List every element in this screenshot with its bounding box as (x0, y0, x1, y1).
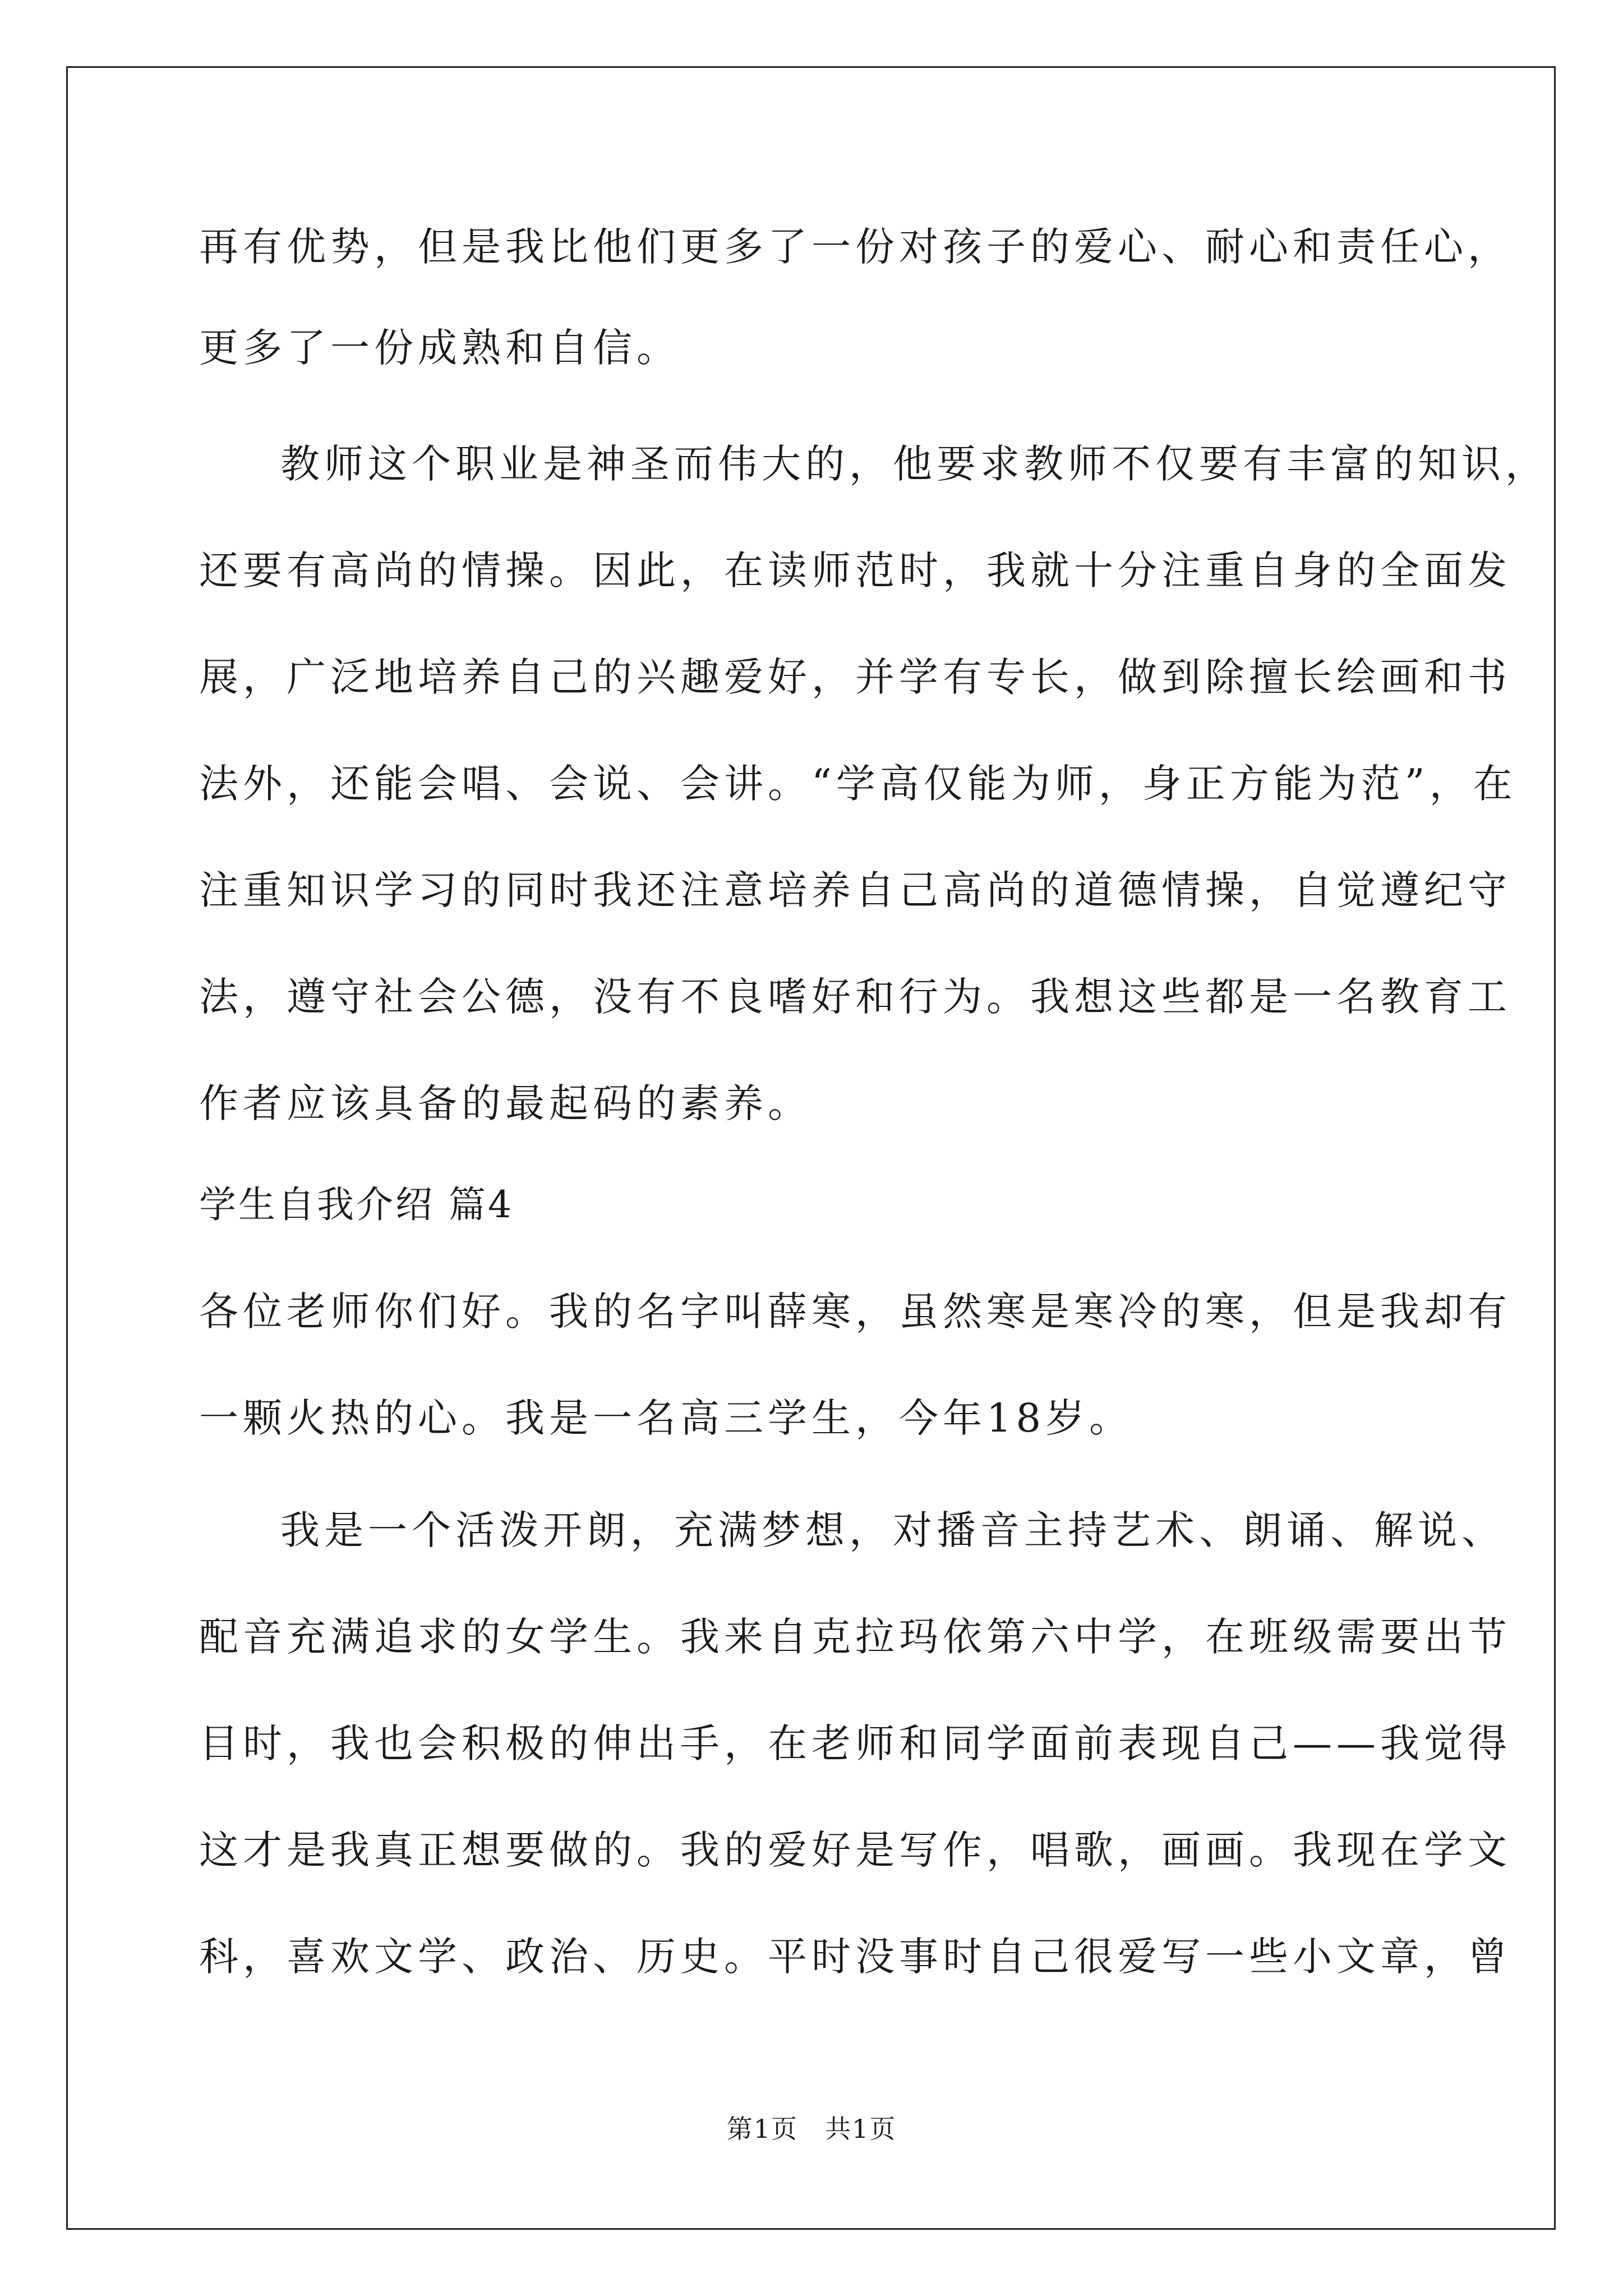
page-border (66, 66, 1556, 2230)
text-line: 更多了一份成熟和自信。 (199, 325, 680, 371)
text-line: 一颗火热的心。我是一名高三学生，今年18岁。 (199, 1395, 1133, 1441)
text-line: 再有优势，但是我比他们更多了一份对孩子的爱心、耐心和责任心， (199, 224, 1511, 270)
text-line: 教师这个职业是神圣而伟大的，他要求教师不仅要有丰富的知识， (280, 441, 1549, 487)
section-heading: 学生自我介绍 篇4 (199, 1183, 514, 1226)
text-line: 配音充满追求的女学生。我来自克拉玛依第六中学，在班级需要出节 (199, 1614, 1511, 1660)
text-line: 法，遵守社会公德，没有不良嗜好和行为。我想这些都是一名教育工 (199, 974, 1511, 1020)
text-line: 注重知识学习的同时我还注意培养自己高尚的道德情操，自觉遵纪守 (199, 867, 1511, 913)
text-line: 目时，我也会积极的伸出手，在老师和同学面前表现自己——我觉得 (199, 1720, 1511, 1766)
page-number: 第1页 共1页 (726, 2114, 897, 2144)
text-line: 还要有高尚的情操。因此，在读师范时，我就十分注重自身的全面发 (199, 547, 1511, 593)
text-line: 这才是我真正想要做的。我的爱好是写作，唱歌，画画。我现在学文 (199, 1827, 1511, 1873)
text-line: 各位老师你们好。我的名字叫薛寒，虽然寒是寒冷的寒，但是我却有 (199, 1289, 1511, 1335)
text-line: 作者应该具备的最起码的素养。 (199, 1080, 811, 1126)
text-line: 展，广泛地培养自己的兴趣爱好，并学有专长，做到除擅长绘画和书 (199, 654, 1511, 700)
text-line: 法外，还能会唱、会说、会讲。“学高仅能为师，身正方能为范”，在 (199, 761, 1517, 807)
text-line: 科，喜欢文学、政治、历史。平时没事时自己很爱写一些小文章，曾 (199, 1934, 1511, 1980)
text-line: 我是一个活泼开朗，充满梦想，对播音主持艺术、朗诵、解说、 (280, 1507, 1505, 1553)
